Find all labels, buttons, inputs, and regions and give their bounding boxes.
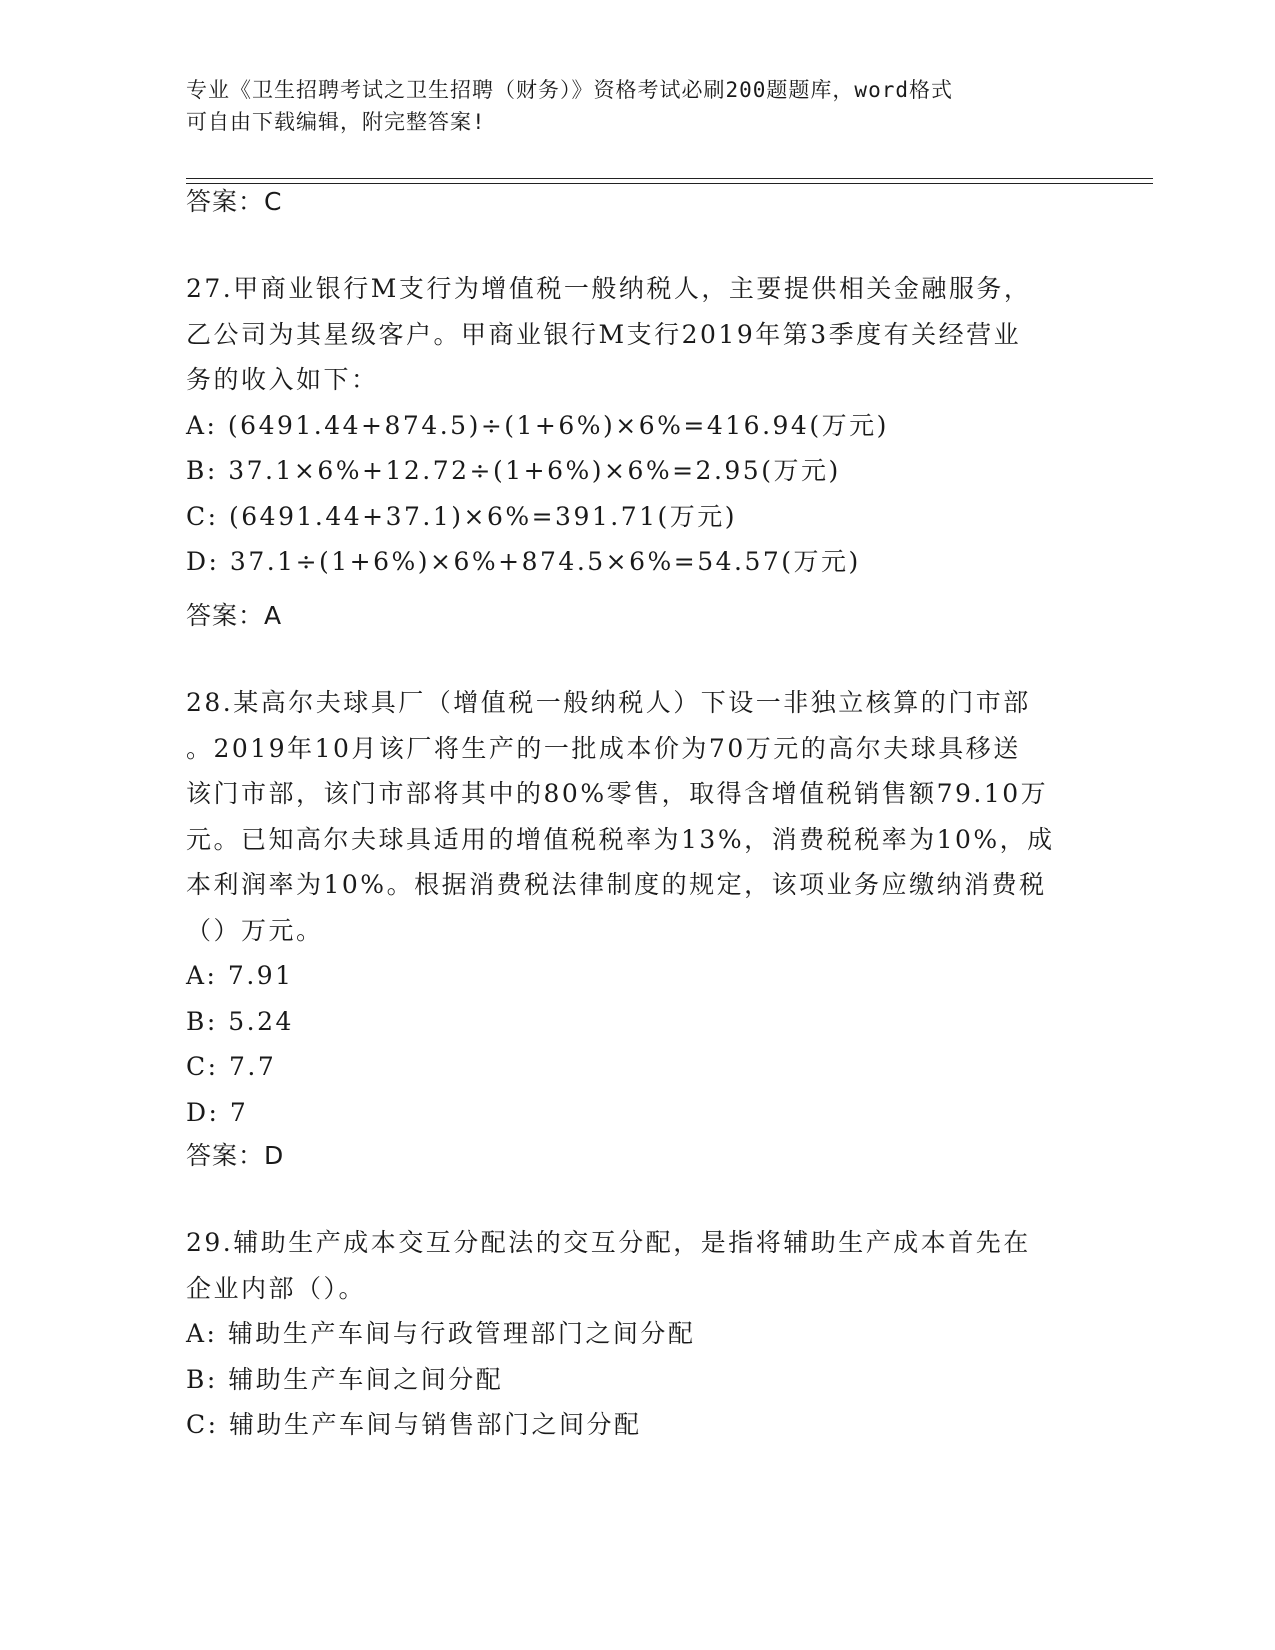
header-divider-top <box>186 178 1153 179</box>
answer-previous: 答案：C <box>186 187 283 216</box>
page-header <box>186 74 1066 138</box>
option-c: C: 7.7 <box>186 1052 277 1081</box>
question-text-line: 该门市部，该门市部将其中的80%零售，取得含增值税销售额79.10万 <box>186 779 1049 808</box>
option-a: A: 辅助生产车间与行政管理部门之间分配 <box>186 1319 696 1348</box>
option-a: A: 7.91 <box>186 961 294 990</box>
question-text-line: 。2019年10月该厂将生产的一批成本价为70万元的高尔夫球具移送 <box>186 733 1021 763</box>
option-c: C: 辅助生产车间与销售部门之间分配 <box>186 1410 642 1439</box>
question-text-line: （）万元。 <box>186 915 324 945</box>
header-divider-bottom <box>186 183 1153 184</box>
option-c: C: (6491.44+37.1)×6%=391.71(万元) <box>186 501 738 531</box>
question-text-line: 29.辅助生产成本交互分配法的交互分配，是指将辅助生产成本首先在 <box>186 1228 1031 1257</box>
option-d: D: 7 <box>186 1097 249 1127</box>
header-line-2: 可自由下载编辑，附完整答案! <box>186 110 486 134</box>
question-text-line: 企业内部（）。 <box>186 1273 367 1303</box>
question-27 <box>186 266 1086 585</box>
answer-27: 答案：A <box>186 601 283 630</box>
option-a: A: (6491.44+874.5)÷(1+6%)×6%=416.94(万元) <box>186 410 889 440</box>
question-text-line: 务的收入如下： <box>186 365 379 394</box>
header-line-1: 专业《卫生招聘考试之卫生招聘（财务）》资格考试必刷200题题库，word格式 <box>186 78 953 102</box>
question-text-line: 本利润率为10%。根据消费税法律制度的规定，该项业务应缴纳消费税 <box>186 870 1047 899</box>
option-d: D: 37.1÷(1+6%)×6%+874.5×6%=54.57(万元) <box>186 547 861 576</box>
option-b: B: 37.1×6%+12.72÷(1+6%)×6%=2.95(万元) <box>186 456 841 485</box>
question-text-line: 元。已知高尔夫球具适用的增值税税率为13%，消费税税率为10%，成 <box>186 824 1055 854</box>
question-text-line: 28.某高尔夫球具厂（增值税一般纳税人）下设一非独立核算的门市部 <box>186 688 1031 717</box>
answer-28: 答案：D <box>186 1141 285 1170</box>
question-29 <box>186 1220 1086 1448</box>
question-text-line: 乙公司为其星级客户。甲商业银行M支行2019年第3季度有关经营业 <box>186 319 1022 349</box>
option-b: B: 5.24 <box>186 1006 294 1036</box>
option-b: B: 辅助生产车间之间分配 <box>186 1364 504 1394</box>
question-28 <box>186 680 1086 1135</box>
question-text-line: 27.甲商业银行M支行为增值税一般纳税人，主要提供相关金融服务， <box>186 274 1032 303</box>
